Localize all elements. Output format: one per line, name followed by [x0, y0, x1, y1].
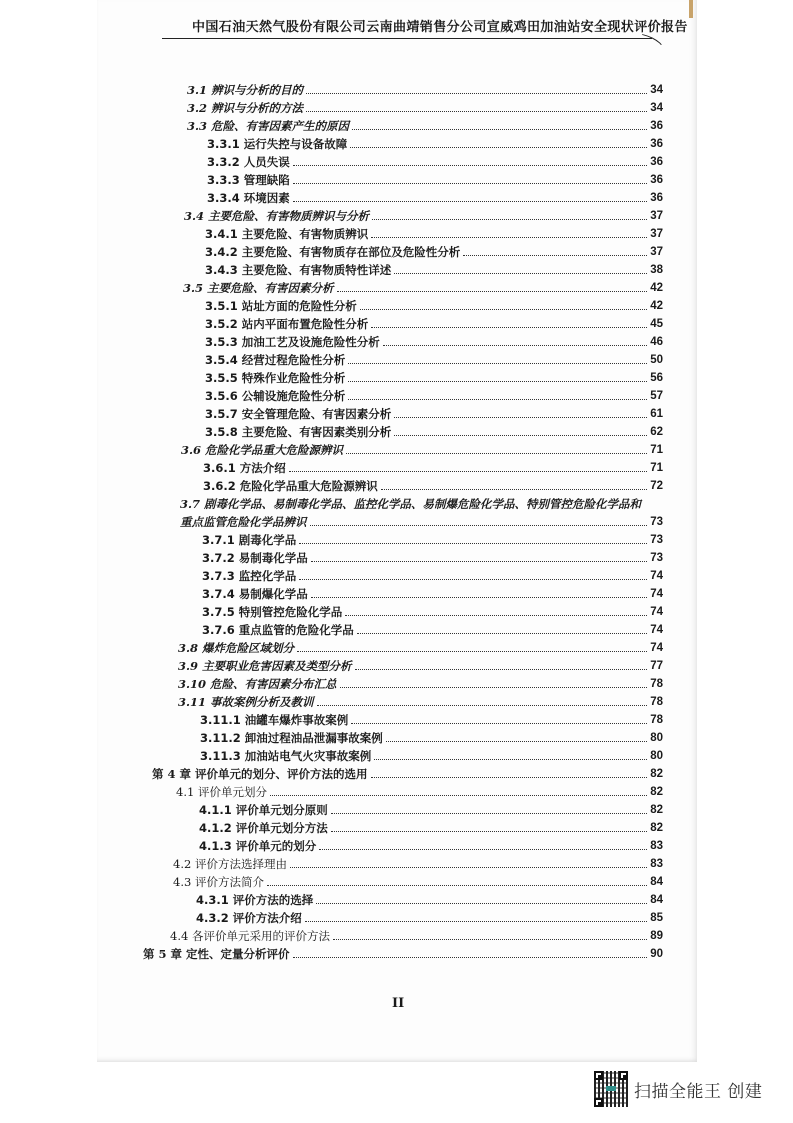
toc-entry[interactable]	[205, 260, 663, 278]
toc-entry[interactable]	[205, 224, 663, 242]
toc-entry-label: 3.5.1 站址方面的危险性分析	[205, 299, 357, 313]
toc-entry[interactable]	[202, 602, 663, 620]
toc-entry-page: 78	[650, 714, 663, 726]
toc-leader-dots	[386, 741, 647, 742]
toc-entry-label: 3.4.1 主要危险、有害物质辨识	[205, 227, 369, 241]
toc-entry-label: 3.8 爆炸危险区域划分	[178, 641, 295, 655]
toc-entry-page: 85	[650, 912, 663, 924]
toc-leader-dots	[351, 723, 647, 724]
toc-entry[interactable]	[205, 386, 663, 404]
toc-entry[interactable]	[207, 170, 663, 188]
toc-leader-dots	[293, 201, 647, 202]
toc-entry-label: 3.3.4 环境因素	[207, 191, 290, 205]
toc-leader-dots	[333, 939, 647, 940]
toc-entry-label: 3.4 主要危险、有害物质辨识与分析	[184, 209, 370, 223]
toc-leader-dots	[383, 345, 647, 346]
toc-entry-page: 74	[650, 588, 663, 600]
toc-entry-page: 73	[650, 552, 663, 564]
toc-entry-page: 77	[650, 660, 663, 672]
toc-entry-page: 73	[650, 534, 663, 546]
toc-entry-label: 第 4 章 评价单元的划分、评价方法的选用	[152, 767, 368, 781]
toc-entry[interactable]	[205, 296, 663, 314]
toc-entry[interactable]	[202, 530, 663, 548]
toc-leader-dots	[299, 543, 647, 544]
toc-leader-dots	[394, 435, 647, 436]
toc-entry-label: 3.9 主要职业危害因素及类型分析	[178, 659, 352, 673]
toc-entry-page: 37	[650, 246, 663, 258]
toc-leader-dots	[270, 795, 647, 796]
toc-entry-page: 83	[650, 840, 663, 852]
toc-entry-page: 74	[650, 570, 663, 582]
toc-entry-page: 90	[650, 948, 663, 960]
toc-leader-dots	[293, 183, 647, 184]
toc-entry-page: 36	[650, 120, 663, 132]
toc-leader-dots	[311, 597, 647, 598]
toc-entry-label: 4.1 评价单元划分	[176, 785, 267, 799]
toc-leader-dots	[311, 561, 647, 562]
toc-entry-page: 62	[650, 426, 663, 438]
toc-entry-label: 3.7 剧毒化学品、易制毒化学品、监控化学品、易制爆危险化学品、特别管控危险化学品和	[180, 497, 642, 511]
toc-entry-page: 37	[650, 228, 663, 240]
toc-entry-page: 82	[650, 804, 663, 816]
toc-entry-label: 3.6 危险化学品重大危险源辨识	[181, 443, 344, 457]
toc-leader-dots	[374, 759, 647, 760]
toc-entry[interactable]	[203, 458, 663, 476]
toc-entry[interactable]	[207, 152, 663, 170]
toc-entry-label: 3.11.2 卸油过程油品泄漏事故案例	[200, 731, 383, 745]
toc-entry-label: 4.1.2 评价单元划分方法	[199, 821, 328, 835]
toc-entry-label: 3.3.1 运行失控与设备故障	[207, 137, 348, 151]
toc-entry[interactable]	[205, 422, 663, 440]
toc-leader-dots	[306, 93, 647, 94]
toc-leader-dots	[310, 525, 648, 526]
toc-leader-dots	[267, 885, 647, 886]
toc-entry[interactable]	[203, 476, 663, 494]
toc-entry-page: 34	[650, 84, 663, 96]
toc-entry-page: 80	[650, 732, 663, 744]
toc-entry-page: 84	[650, 876, 663, 888]
toc-entry-page: 82	[650, 786, 663, 798]
toc-entry-label: 3.5.4 经营过程危险性分析	[205, 353, 346, 367]
toc-entry-label: 3.3.2 人员失误	[207, 155, 290, 169]
toc-leader-dots	[316, 903, 647, 904]
toc-entry[interactable]	[187, 98, 663, 116]
toc-entry-label: 3.5.5 特殊作业危险性分析	[205, 371, 346, 385]
toc-entry-page: 80	[650, 750, 663, 762]
toc-entry[interactable]	[178, 638, 663, 656]
toc-leader-dots	[352, 129, 647, 130]
toc-entry-page: 61	[650, 408, 663, 420]
toc-leader-dots	[371, 237, 647, 238]
toc-leader-dots	[293, 165, 647, 166]
toc-entry-page: 89	[650, 930, 663, 942]
toc-entry-label: 4.2 评价方法选择理由	[173, 857, 287, 871]
toc-leader-dots	[372, 219, 647, 220]
toc-entry-page: 82	[650, 768, 663, 780]
toc-leader-dots	[394, 273, 647, 274]
toc-entry-page: 50	[650, 354, 663, 366]
toc-entry-page: 74	[650, 624, 663, 636]
toc-entry[interactable]	[180, 512, 663, 530]
toc-entry-label: 3.4.3 主要危险、有害物质特性详述	[205, 263, 392, 277]
toc-entry[interactable]	[196, 908, 663, 926]
toc-entry[interactable]	[200, 746, 663, 764]
toc-leader-dots	[289, 471, 647, 472]
toc-leader-dots	[463, 255, 647, 256]
toc-entry-label: 3.5.7 安全管理危险、有害因素分析	[205, 407, 392, 421]
toc-entry-page: 45	[650, 318, 663, 330]
toc-leader-dots	[394, 417, 647, 418]
toc-entry-label: 4.1.3 评价单元的划分	[199, 839, 317, 853]
toc-entry[interactable]	[200, 728, 663, 746]
toc-leader-dots	[306, 111, 647, 112]
toc-entry[interactable]	[187, 116, 663, 134]
toc-entry-label: 3.1 辨识与分析的目的	[187, 83, 304, 97]
toc-leader-dots	[290, 867, 647, 868]
toc-leader-dots	[319, 849, 647, 850]
toc-leader-dots	[360, 309, 647, 310]
toc-entry[interactable]	[152, 764, 663, 782]
toc-entry-label: 4.3.1 评价方法的选择	[196, 893, 314, 907]
toc-entry[interactable]	[184, 206, 663, 224]
toc-entry-label: 3.5.8 主要危险、有害因素类别分析	[205, 425, 392, 439]
toc-leader-dots	[381, 489, 647, 490]
toc-entry-page: 78	[650, 696, 663, 708]
header-rule	[162, 38, 652, 39]
toc-entry[interactable]	[187, 80, 663, 98]
toc-entry[interactable]	[178, 674, 663, 692]
toc-entry[interactable]	[180, 494, 653, 512]
toc-entry[interactable]	[202, 566, 663, 584]
toc-leader-dots	[348, 399, 647, 400]
toc-entry[interactable]	[205, 350, 663, 368]
toc-leader-dots	[305, 921, 647, 922]
toc-entry-page: 78	[650, 678, 663, 690]
toc-entry[interactable]	[173, 872, 663, 890]
toc-entry[interactable]	[202, 548, 663, 566]
toc-entry-label: 3.5.6 公辅设施危险性分析	[205, 389, 346, 403]
toc-entry[interactable]	[176, 782, 663, 800]
toc-entry[interactable]	[205, 332, 663, 350]
toc-entry-label: 3.7.5 特别管控危险化学品	[202, 605, 343, 619]
toc-entry-page: 36	[650, 192, 663, 204]
toc-entry-label: 第 5 章 定性、定量分析评价	[143, 947, 290, 961]
toc-entry-label: 3.3 危险、有害因素产生的原因	[187, 119, 350, 133]
toc-leader-dots	[346, 453, 647, 454]
toc-entry[interactable]	[199, 836, 663, 854]
toc-entry[interactable]	[200, 710, 663, 728]
toc-entry-label: 3.6.2 危险化学品重大危险源辨识	[203, 479, 378, 493]
toc-entry[interactable]	[199, 818, 663, 836]
toc-entry-label: 重点监管危险化学品辨识	[180, 515, 307, 529]
toc-leader-dots	[350, 147, 647, 148]
toc-entry[interactable]	[205, 242, 663, 260]
toc-leader-dots	[293, 957, 647, 958]
toc-entry[interactable]	[178, 656, 663, 674]
toc-entry-page: 42	[650, 282, 663, 294]
toc-leader-dots	[348, 381, 647, 382]
toc-entry[interactable]	[205, 368, 663, 386]
toc-entry-label: 4.3.2 评价方法介绍	[196, 911, 302, 925]
toc-entry[interactable]	[170, 926, 663, 944]
toc-leader-dots	[348, 363, 647, 364]
toc-entry[interactable]	[178, 692, 663, 710]
toc-leader-dots	[337, 291, 647, 292]
toc-entry-page: 56	[650, 372, 663, 384]
toc-leader-dots	[297, 651, 647, 652]
toc-leader-dots	[371, 327, 647, 328]
toc-entry-label: 3.7.3 监控化学品	[202, 569, 297, 583]
toc-entry-page: 46	[650, 336, 663, 348]
toc-entry[interactable]	[143, 944, 663, 962]
qr-code-icon	[594, 1071, 628, 1107]
toc-entry-label: 4.1.1 评价单元划分原则	[199, 803, 328, 817]
toc-entry-page: 74	[650, 606, 663, 618]
toc-entry-page: 84	[650, 894, 663, 906]
toc-entry-page: 74	[650, 642, 663, 654]
toc-entry[interactable]	[199, 800, 663, 818]
toc-entry-label: 3.11.3 加油站电气火灾事故案例	[200, 749, 372, 763]
toc-entry[interactable]	[207, 134, 663, 152]
toc-entry-page: 38	[650, 264, 663, 276]
toc-entry-label: 3.5 主要危险、有害因素分析	[183, 281, 334, 295]
toc-entry-label: 4.3 评价方法简介	[173, 875, 264, 889]
toc-entry-label: 3.7.2 易制毒化学品	[202, 551, 308, 565]
toc-entry-page: 34	[650, 102, 663, 114]
toc-entry-page: 36	[650, 156, 663, 168]
toc-leader-dots	[331, 813, 647, 814]
toc-entry-page: 42	[650, 300, 663, 312]
toc-entry-page: 73	[650, 516, 663, 528]
toc-leader-dots	[345, 615, 647, 616]
toc-entry-label: 3.7.6 重点监管的危险化学品	[202, 623, 354, 637]
toc-entry-page: 72	[650, 480, 663, 492]
toc-entry[interactable]	[202, 620, 663, 638]
running-header-title: 中国石油天然气股份有限公司云南曲靖销售分公司宣威鸡田加油站安全现状评价报告	[192, 20, 688, 35]
toc-entry[interactable]	[183, 278, 663, 296]
toc-entry[interactable]	[202, 584, 663, 602]
page-number: II	[392, 996, 405, 1011]
toc-entry-page: 36	[650, 138, 663, 150]
toc-entry-label: 3.11.1 油罐车爆炸事故案例	[200, 713, 349, 727]
toc-entry-label: 4.4 各评价单元采用的评价方法	[170, 929, 330, 943]
toc-entry[interactable]	[196, 890, 663, 908]
toc-leader-dots	[371, 777, 647, 778]
toc-entry-page: 82	[650, 822, 663, 834]
watermark-text: 扫描全能王 创建	[634, 1081, 763, 1102]
toc-entry[interactable]	[205, 314, 663, 332]
toc-entry-label: 3.5.3 加油工艺及设施危险性分析	[205, 335, 380, 349]
toc-leader-dots	[331, 831, 647, 832]
toc-entry-page: 36	[650, 174, 663, 186]
toc-entry-page: 83	[650, 858, 663, 870]
toc-entry[interactable]	[181, 440, 663, 458]
toc-entry-label: 3.5.2 站内平面布置危险性分析	[205, 317, 369, 331]
toc-entry[interactable]	[173, 854, 663, 872]
toc-entry-label: 3.11 事故案例分析及教训	[178, 695, 314, 709]
toc-leader-dots	[317, 705, 647, 706]
toc-entry-page: 57	[650, 390, 663, 402]
toc-entry-label: 3.4.2 主要危险、有害物质存在部位及危险性分析	[205, 245, 461, 259]
toc-entry-label: 3.7.4 易制爆化学品	[202, 587, 308, 601]
toc-leader-dots	[355, 669, 647, 670]
toc-leader-dots	[340, 687, 647, 688]
page-edge-tab	[689, 0, 693, 18]
toc-entry-label: 3.3.3 管理缺陷	[207, 173, 290, 187]
toc-entry[interactable]	[205, 404, 663, 422]
toc-entry-page: 37	[650, 210, 663, 222]
toc-entry-page: 71	[650, 462, 663, 474]
toc-entry-page: 71	[650, 444, 663, 456]
toc-entry-label: 3.6.1 方法介绍	[203, 461, 286, 475]
toc-entry[interactable]	[207, 188, 663, 206]
toc-leader-dots	[357, 633, 647, 634]
toc-entry-label: 3.2 辨识与分析的方法	[187, 101, 304, 115]
camscanner-watermark	[594, 1071, 762, 1107]
toc-entry-label: 3.7.1 剧毒化学品	[202, 533, 297, 547]
toc-leader-dots	[299, 579, 647, 580]
toc-entry-label: 3.10 危险、有害因素分布汇总	[178, 677, 337, 691]
